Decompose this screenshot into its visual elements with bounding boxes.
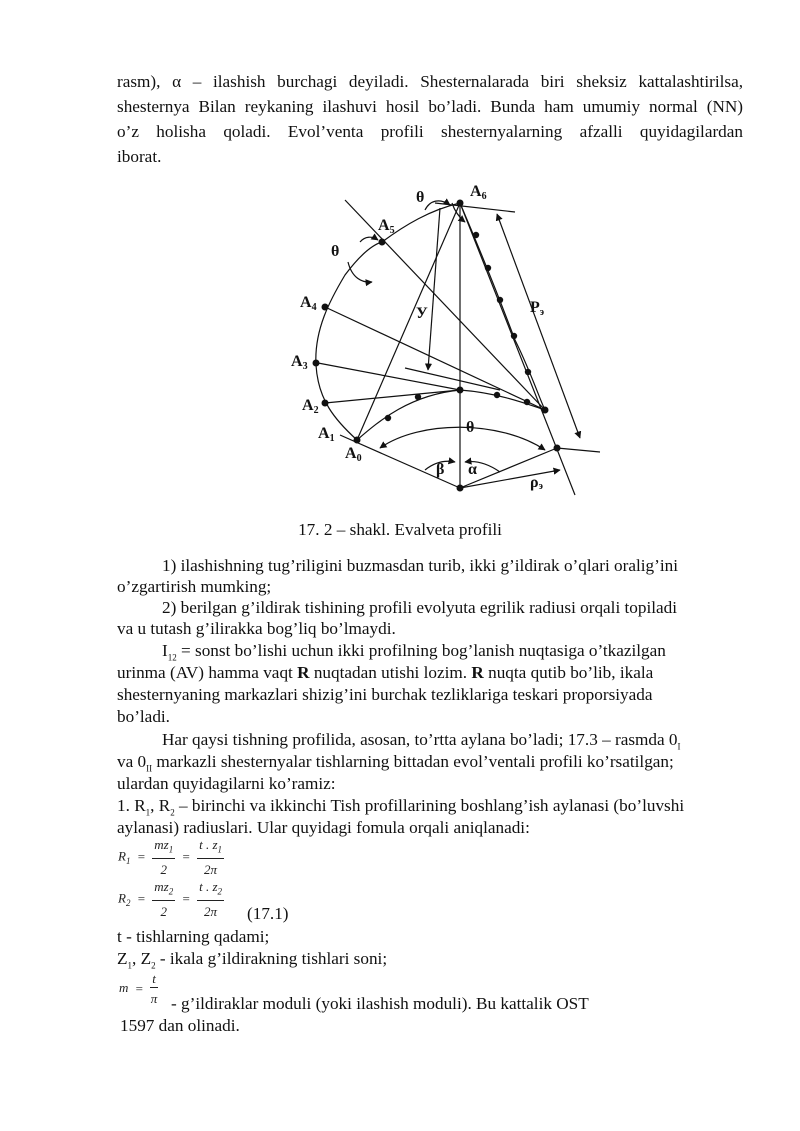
formula-m: m = $\frac{t}{\pi}$ — [119, 971, 158, 1006]
item-1-line-1: 1) ilashishning tug’riligini buzmasdan turib, ikki g’ildirak o’qlari oralig’ini — [162, 556, 679, 575]
z-definition: $Z_1$, $Z_2$ - ikala g’ildirakning tishlari soni; — [117, 949, 388, 971]
label-rho-small: ρэ — [530, 474, 543, 492]
para-5-line-1: 1. $R_1$, $R_2$ – birinchi va ikkinchi Tish profillarining boshlang’ish aylanasi (bo’luvshi — [117, 796, 685, 818]
label-a0: A0 — [345, 445, 362, 464]
para-4-line-2: va $0_{II}$ markazli shesternyalar tishlarning bittadan evol’ventali profili ko’rsatilgan; — [117, 752, 674, 774]
involute-curve — [316, 203, 460, 440]
label-theta-top: θ — [416, 189, 425, 206]
item-2-line-2: va u tutash g’ilirakka bog’liq bo’lmaydi. — [117, 619, 396, 638]
para-4-line-1: Har qaysi tishning profilida, asosan, to’rtta aylana bo’ladi; 17.3 – rasmda $0_I$ — [162, 730, 681, 752]
label-theta-left: θ — [331, 243, 340, 260]
label-a1: A1 — [318, 425, 335, 444]
intro-line-2: shesternya Bilan reykaning ilashuvi hosil bo’ladi. Bunda ham umumiy normal (NN) — [117, 97, 743, 116]
para-3-line-1: $I_{12}$ = sonst bo’lishi uchun ikki profilning bog’lanish nuqtasiga o’tkazilgan — [162, 641, 666, 663]
label-beta: β — [436, 461, 445, 478]
label-a4: A4 — [300, 294, 317, 313]
formula-r2: $R_2$ = $\frac{mz_2}{2}$ = $\frac{t . z_2}{2\pi}$ — [118, 879, 223, 919]
t-definition: t - tishlarning qadami; — [117, 927, 270, 946]
involute-profile-figure — [0, 0, 800, 520]
formula-r1: $R_1$ = $\frac{mz_1}{2}$ = $\frac{t . z_1}{2\pi}$ — [118, 837, 223, 877]
para-5-line-2: aylanasi) radiuslari. Ular quyidagi fomula orqali aniqlanadi: — [117, 818, 530, 837]
label-a2: A2 — [302, 397, 319, 416]
item-2-line-1: 2) berilgan g’ildirak tishining profili evolyuta egrilik radiusi orqali topiladi — [162, 598, 678, 617]
intro-line-3: o’z holisha qoladi. Evol’venta profili shesternyalarning afzalli quyidagilardan — [117, 122, 743, 141]
last-line: 1597 dan olinadi. — [120, 1016, 240, 1035]
label-rho-big: Рэ — [530, 299, 545, 318]
label-y: У — [416, 305, 428, 322]
intro-line-1: rasm), α – ilashish burchagi deyiladi. Shesternalarada biri sheksiz kattalashtirilsa, — [117, 72, 743, 91]
item-1-line-2: o’zgartirish mumking; — [117, 577, 272, 596]
para-4-line-3: ulardan quyidagilarni ko’ramiz: — [117, 774, 336, 793]
figure-caption: 17. 2 – shakl. Evalveta profili — [298, 520, 502, 539]
label-theta-center: θ — [466, 419, 475, 436]
label-a5: A5 — [378, 217, 395, 236]
m-definition: - g’ildiraklar moduli (yoki ilashish moduli). Bu kattalik OST — [171, 994, 589, 1013]
para-3-line-4: bo’ladi. — [117, 707, 170, 726]
para-3-line-3: shesternyaning markazlari shizig’ini burchak tezliklariga teskari proporsiyada — [117, 685, 653, 704]
para-3-line-2: urinma (AV) hamma vaqt R nuqtadan utishi lozim. R nuqta qutib bo’lib, ikala — [117, 663, 654, 682]
label-a6: A6 — [470, 183, 487, 202]
formula-number: (17.1) — [247, 904, 289, 923]
label-alpha: α — [468, 461, 477, 478]
label-a3: A3 — [291, 353, 308, 372]
intro-line-4: iborat. — [117, 147, 162, 166]
